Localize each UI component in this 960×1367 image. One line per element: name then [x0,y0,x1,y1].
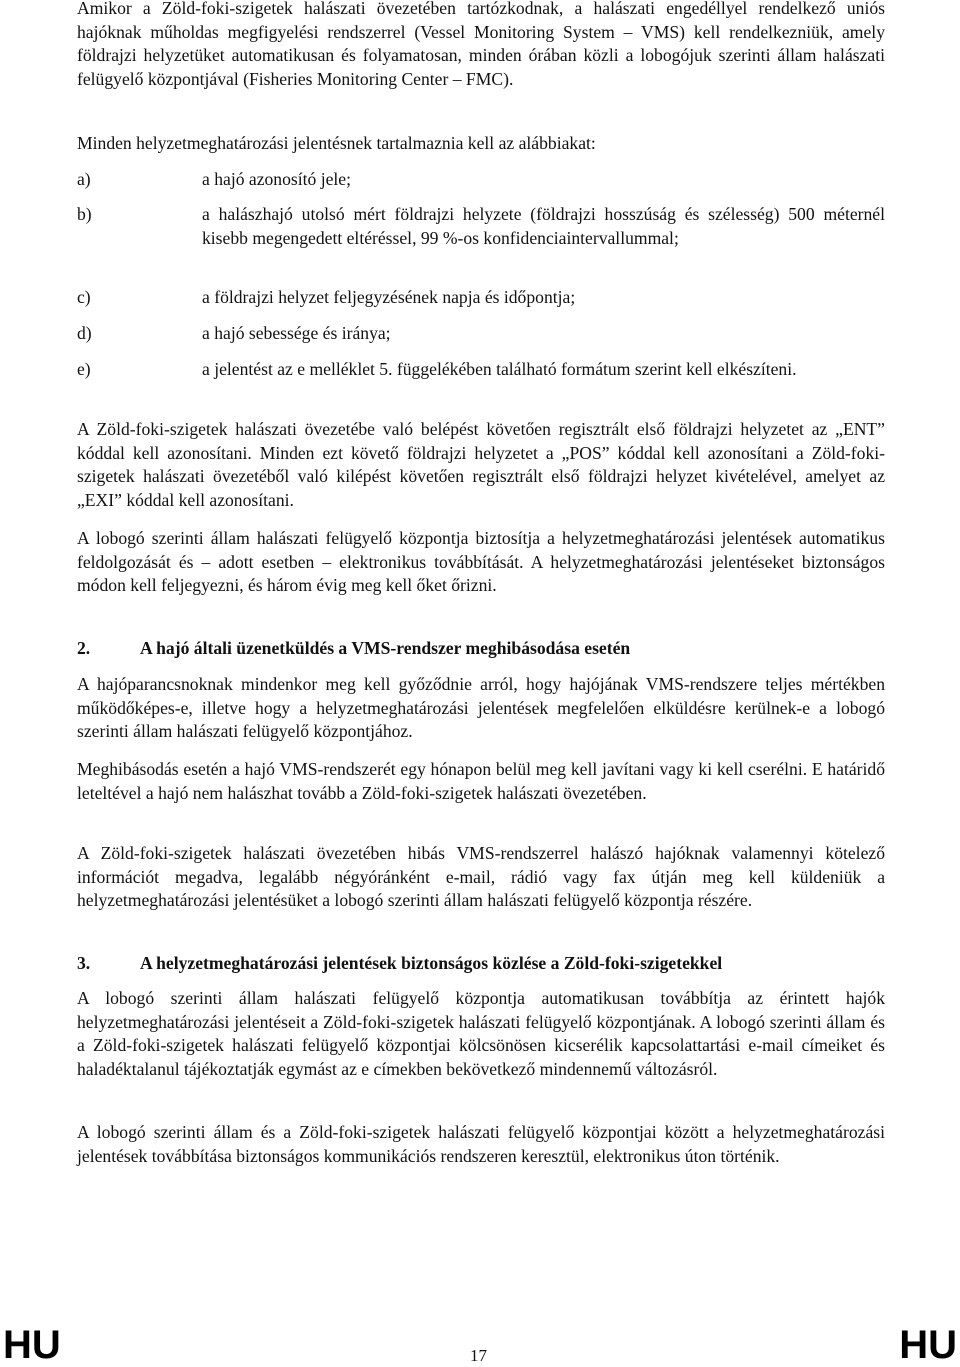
footer-language-code-left: HU [3,1323,61,1367]
section-number: 3. [77,953,91,973]
paragraph-secure-transmission: A lobogó szerinti állam és a Zöld-foki-szigetek halászati felügyelő központjai között a helyzetmeghatározási jelentések továbbítása biztonságos kommunikációs rendszeren keresztül, elektronikus úton történik. [77,1122,885,1166]
paragraph-fmc-processing: A lobogó szerinti állam halászati felügyelő központja biztosítja a helyzetmeghatározási jelentések automatikus feldolgozását és – adott esetben – elektronikus továbbítását. A helyzetmeghatározási jelentéseket biztonságos módon kell feljegyezni, és három évig meg kell őket őrizni. [77,528,885,596]
list-item-label: a) [77,169,91,189]
list-item-label: b) [77,204,92,224]
paragraph-vms-requirement: Amikor a Zöld-foki-szigetek halászati övezetében tartózkodnak, a halászati engedéllyel rendelkező uniós hajóknak műholdas megfigyelési rendszerrel (Vessel Monitoring System – VMS) kell rendelkezniük, amely földrajzi helyzetüket automatikusan és folyamatosan, minden órában közli a lobogójuk szerinti állam halászati felügyelő központjával (Fisheries Monitoring Center – FMC). [77,0,885,89]
paragraph-fallback-reporting: A Zöld-foki-szigetek halászati övezetében hibás VMS-rendszerrel halászó hajóknak valamennyi kötelező információt megadva, legalább négyóránként e-mail, rádió vagy fax útján meg kell küldeniük a helyzetmeghatározási jelentésüket a lobogó szerinti állam halászati felügyelő központja részére. [77,843,885,911]
list-item-label: d) [77,323,92,343]
list-item-label: c) [77,287,91,307]
paragraph-repair-deadline: Meghibásodás esetén a hajó VMS-rendszerét egy hónapon belül meg kell javítani vagy ki kell cserélni. E határidő leteltével a hajó nem halászhat tovább a Zöld-foki-szigetek halászati övezetében. [77,759,885,803]
footer-language-code-right: HU [899,1323,957,1367]
list-item-text: a hajó azonosító jele; [202,169,352,189]
list-item-label: e) [77,359,91,379]
paragraph-automatic-forwarding: A lobogó szerinti állam halászati felügyelő központja automatikusan továbbítja az érintett hajók helyzetmeghatározási jelentéseit a Zöld-foki-szigetek halászati felügyelő központjának. A lobogó szerinti állam és a Zöld-foki-szigetek halászati felügyelő központjai kölcsönösen kicserélik kapcsolattartási e-mail címeiket és haladéktalanul tájékoztatják egymást az e címekben bekövetkező mindennemű változásról. [77,988,885,1079]
list-item-text: a halászhajó utolsó mért földrajzi helyzete (földrajzi hosszúság és szélesség) 500 méternél kisebb megengedett eltéréssel, 99 %-os konfidenciaintervallummal; [202,204,885,248]
section-title: A helyzetmeghatározási jelentések biztonságos közlése a Zöld-foki-szigetekkel [140,953,723,973]
list-item-text: a hajó sebessége és iránya; [202,323,391,343]
list-item-text: a jelentést az e melléklet 5. függelékében található formátum szerint kell elkészíteni. [202,359,797,379]
paragraph-master-duty: A hajóparancsnoknak mindenkor meg kell győződnie arról, hogy hajójának VMS-rendszere teljes mértékben működőképes-e, illetve hogy a helyzetmeghatározási jelentések megfelelően elküldésre kerülnek-e a lobogó szerinti állam halászati felügyelő központjához. [77,674,885,742]
paragraph-report-contents-intro: Minden helyzetmeghatározási jelentésnek tartalmaznia kell az alábbiakat: [77,133,596,153]
list-item-text: a földrajzi helyzet feljegyzésének napja és időpontja; [202,287,576,307]
section-title: A hajó általi üzenetküldés a VMS-rendszer meghibásodása esetén [140,638,631,658]
page-number: 17 [470,1346,487,1365]
section-number: 2. [77,638,91,658]
paragraph-position-codes: A Zöld-foki-szigetek halászati övezetébe való belépést követően regisztrált első földrajzi helyzetet az „ENT” kóddal kell azonosítani. Minden ezt követő földrajzi helyzetet a „POS” kóddal kell azonosítani a Zöld-foki-szigetek halászati övezetéből való kilépést követően regisztrált első földrajzi helyzet kivételével, amelyet az „EXI” kóddal kell azonosítani. [77,419,885,510]
